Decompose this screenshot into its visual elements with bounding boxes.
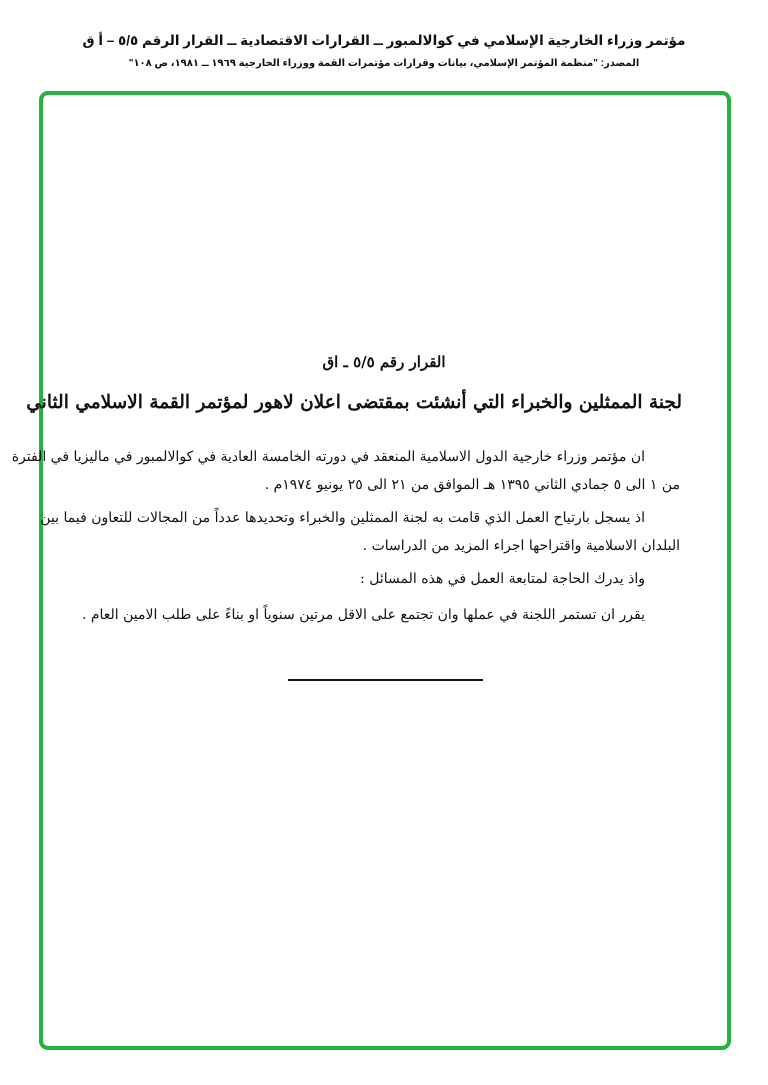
source-citation: المصدر: "منظمة المؤتمر الإسلامي، بيانات وقرارات مؤتمرات القمة ووزراء الخارجية ١٩٦٩ ــ ١٩٨١، ص ١٠٨" [128,58,640,69]
paragraph-1-line-2: من ١ الى ٥ جمادي الثاني ١٣٩٥ هـ الموافق من ٢١ الى ٢٥ يونيو ١٩٧٤م . [264,477,680,493]
paragraph-3: واذ يدرك الحاجة لمتابعة العمل في هذه المسائل : [360,571,645,587]
resolution-number: القرار رقم ٥/٥ ـ اق [322,353,446,371]
paragraph-2-line-2: البلدان الاسلامية واقتراحها اجراء المزيد من الدراسات . [362,538,680,554]
source-title: مؤتمر وزراء الخارجية الإسلامي في كوالالمبور ــ القرارات الاقتصادية ــ القرار الرقم ٥/٥ – أ ق [82,33,686,48]
resolution-heading: لجنة الممثلين والخبراء التي أنشئت بمقتضى اعلان لاهور لمؤتمر القمة الاسلامي الثاني [26,392,682,413]
closing-rule [288,679,483,681]
paragraph-4: يقرر ان تستمر اللجنة في عملها وان تجتمع على الاقل مرتين سنوياً او بناءً على طلب الامين العام . [81,607,645,623]
paragraph-1-line-1: ان مؤتمر وزراء خارجية الدول الاسلامية المنعقد في دورته الخامسة العادية في كوالالمبور في ماليزيا في الفترة [11,449,645,465]
paragraph-2-line-1: اذ يسجل بارتياح العمل الذي قامت به لجنة الممثلين والخبراء وتحديدها عدداً من المجالات للتعاون فيما بين [40,510,645,526]
